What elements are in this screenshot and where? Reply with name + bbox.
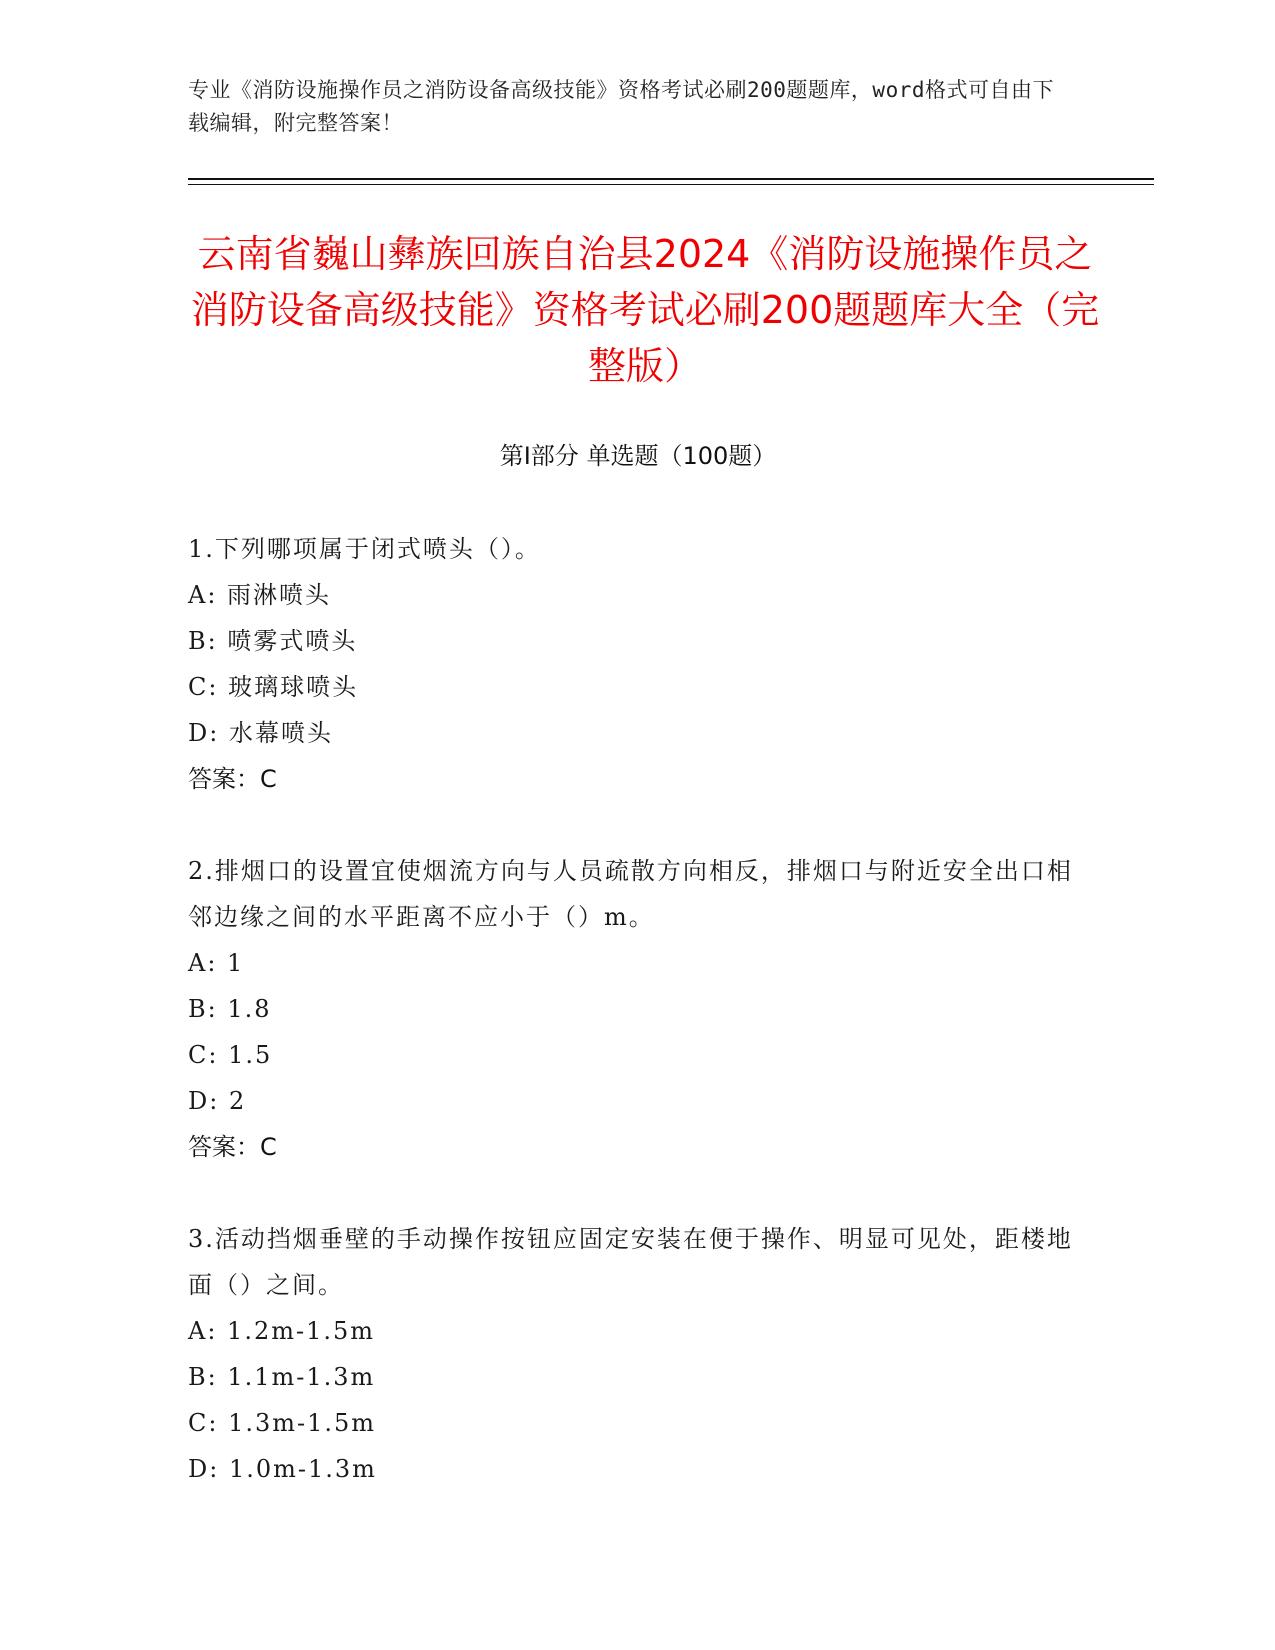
option-b: B: 喷雾式喷头: [188, 627, 358, 655]
question-list: [188, 526, 1078, 1538]
question-stem: 1.下列哪项属于闭式喷头（）。: [188, 535, 541, 563]
answer: 答案：C: [188, 1133, 277, 1161]
option-c: C: 玻璃球喷头: [188, 673, 359, 701]
question-stem: 3.活动挡烟垂壁的手动操作按钮应固定安装在便于操作、明显可见处，距楼地面（）之间。: [188, 1225, 1073, 1299]
section-title: 第I部分 单选题（100题）: [499, 442, 777, 470]
option-d: D: 1.0m-1.3m: [188, 1455, 377, 1483]
option-b: B: 1.8: [188, 995, 272, 1023]
option-a: A: 雨淋喷头: [188, 581, 332, 609]
option-a: A: 1.2m-1.5m: [188, 1317, 376, 1345]
question-2: [188, 848, 1078, 1170]
option-c: C: 1.3m-1.5m: [188, 1409, 377, 1437]
header-note: 专业《消防设施操作员之消防设备高级技能》资格考试必刷200题题库，word格式可自由下载编辑，附完整答案！: [188, 78, 1054, 135]
option-d: D: 2: [188, 1087, 247, 1115]
question-3: [188, 1216, 1078, 1492]
question-stem: 2.排烟口的设置宜使烟流方向与人员疏散方向相反，排烟口与附近安全出口相邻边缘之间的水平距离不应小于（）m。: [188, 857, 1073, 931]
document-title: 云南省巍山彝族回族自治县2024《消防设施操作员之消防设备高级技能》资格考试必刷200题题库大全（完整版）: [190, 232, 1100, 388]
option-d: D: 水幕喷头: [188, 719, 333, 747]
question-1: [188, 526, 1078, 802]
answer: 答案：C: [188, 765, 277, 793]
header-divider-thick: [188, 178, 1154, 180]
option-b: B: 1.1m-1.3m: [188, 1363, 376, 1391]
option-a: A: 1: [188, 949, 245, 977]
option-c: C: 1.5: [188, 1041, 273, 1069]
header-divider-thin: [188, 184, 1154, 185]
